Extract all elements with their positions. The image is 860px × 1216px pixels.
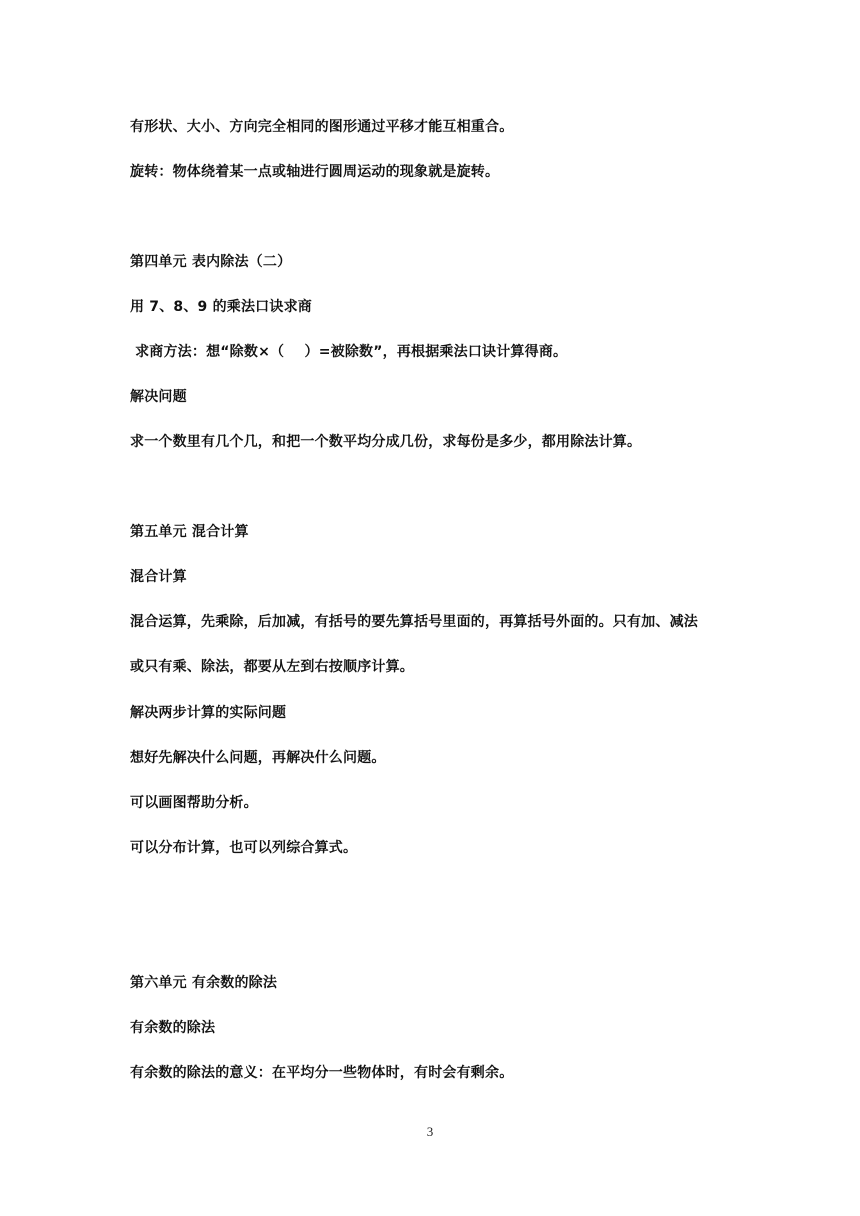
text-line: 求一个数里有几个几，和把一个数平均分成几份，求每份是多少，都用除法计算。 — [130, 434, 642, 450]
subsection-heading: 解决问题 — [130, 389, 187, 405]
text-line: 求商方法：想“除数×（ ）=被除数”，再根据乘法口诀计算得商。 — [130, 344, 568, 360]
text-line: 可以画图帮助分析。 — [130, 795, 258, 811]
text-line: 想好先解决什么问题，再解决什么问题。 — [130, 750, 386, 766]
section-heading: 第四单元 表内除法（二） — [130, 254, 292, 270]
text-line: 可以分布计算，也可以列综合算式。 — [130, 840, 358, 856]
subsection-heading: 混合计算 — [130, 569, 187, 585]
subsection-heading: 用 7、8、9 的乘法口诀求商 — [130, 299, 312, 315]
text-line: 有形状、大小、方向完全相同的图形通过平移才能互相重合。 — [130, 119, 514, 135]
subsection-heading: 有余数的除法 — [130, 1020, 216, 1036]
text-line: 有余数的除法的意义：在平均分一些物体时，有时会有剩余。 — [130, 1065, 514, 1081]
text-line: 或只有乘、除法，都要从左到右按顺序计算。 — [130, 659, 414, 675]
text-line: 旋转：物体绕着某一点或轴进行圆周运动的现象就是旋转。 — [130, 164, 500, 180]
section-heading: 第六单元 有余数的除法 — [130, 975, 278, 991]
subsection-heading: 解决两步计算的实际问题 — [130, 705, 287, 721]
text-line: 混合运算，先乘除，后加减，有括号的要先算括号里面的，再算括号外面的。只有加、减法 — [130, 614, 698, 630]
page-number: 3 — [426, 1124, 434, 1139]
section-heading: 第五单元 混合计算 — [130, 524, 249, 540]
